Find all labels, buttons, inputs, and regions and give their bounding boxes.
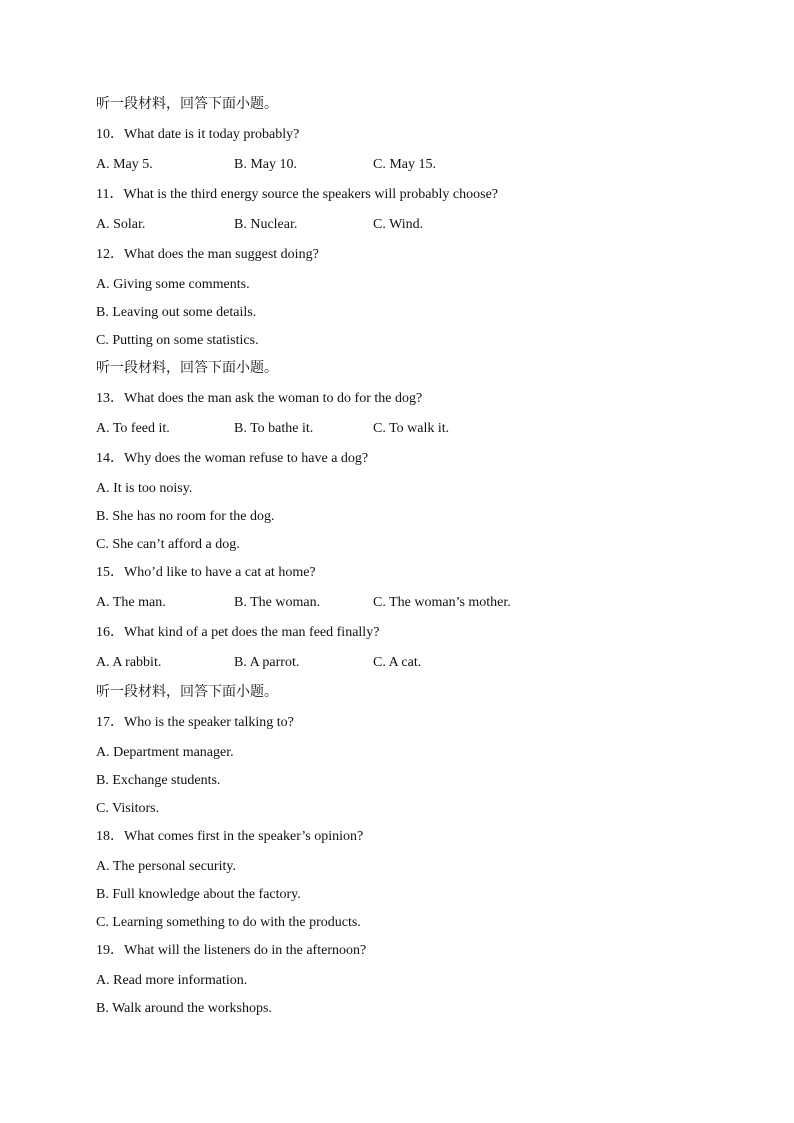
question-15-stem: 15．Who’d like to have a cat at home? bbox=[96, 565, 316, 580]
question-18-stem: 18．What comes first in the speaker’s opinion? bbox=[96, 829, 364, 844]
exam-page bbox=[96, 95, 716, 1027]
option-c: C. Visitors. bbox=[96, 801, 160, 816]
option-b: B. A parrot. bbox=[234, 655, 300, 670]
option-b: B. She has no room for the dog. bbox=[96, 509, 275, 524]
option-b: B. The woman. bbox=[234, 595, 321, 610]
question-13-options bbox=[96, 419, 716, 449]
option-a: A. May 5. bbox=[96, 157, 153, 172]
question-19-stem: 19．What will the listeners do in the afternoon? bbox=[96, 943, 367, 958]
option-c: C. The woman’s mother. bbox=[373, 595, 511, 610]
question-11-stem: 11．What is the third energy source the speakers will probably choose? bbox=[96, 187, 498, 202]
option-c: C. May 15. bbox=[373, 157, 436, 172]
option-a: A. Giving some comments. bbox=[96, 277, 250, 292]
question-14-stem: 14．Why does the woman refuse to have a dog? bbox=[96, 451, 369, 466]
option-a: A. A rabbit. bbox=[96, 655, 162, 670]
option-a: A. The personal security. bbox=[96, 859, 236, 874]
option-b: B. To bathe it. bbox=[234, 421, 314, 436]
section-header: 听一段材料，回答下面小题。 bbox=[96, 97, 278, 112]
question-10-stem: 10．What date is it today probably? bbox=[96, 127, 300, 142]
option-a: A. It is too noisy. bbox=[96, 481, 193, 496]
question-16-options bbox=[96, 653, 716, 683]
option-b: B. Nuclear. bbox=[234, 217, 298, 232]
option-c: C. Learning something to do with the products. bbox=[96, 915, 361, 930]
section-header: 听一段材料，回答下面小题。 bbox=[96, 361, 278, 376]
option-a: A. To feed it. bbox=[96, 421, 170, 436]
option-c: C. She can’t afford a dog. bbox=[96, 537, 240, 552]
option-a: A. The man. bbox=[96, 595, 166, 610]
question-10-options bbox=[96, 155, 716, 185]
option-a: A. Read more information. bbox=[96, 973, 248, 988]
option-b: B. Full knowledge about the factory. bbox=[96, 887, 301, 902]
option-b: B. Leaving out some details. bbox=[96, 305, 257, 320]
option-a: A. Solar. bbox=[96, 217, 146, 232]
option-a: A. Department manager. bbox=[96, 745, 234, 760]
question-11-options bbox=[96, 215, 716, 245]
question-17-stem: 17．Who is the speaker talking to? bbox=[96, 715, 294, 730]
option-c: C. Putting on some statistics. bbox=[96, 333, 259, 348]
question-16-stem: 16．What kind of a pet does the man feed finally? bbox=[96, 625, 380, 640]
question-12-stem: 12．What does the man suggest doing? bbox=[96, 247, 319, 262]
question-15-options bbox=[96, 593, 716, 623]
option-b: B. Exchange students. bbox=[96, 773, 221, 788]
option-b: B. May 10. bbox=[234, 157, 297, 172]
option-c: C. To walk it. bbox=[373, 421, 450, 436]
option-c: C. A cat. bbox=[373, 655, 422, 670]
option-c: C. Wind. bbox=[373, 217, 424, 232]
question-13-stem: 13．What does the man ask the woman to do for the dog? bbox=[96, 391, 423, 406]
section-header: 听一段材料，回答下面小题。 bbox=[96, 685, 278, 700]
option-b: B. Walk around the workshops. bbox=[96, 1001, 272, 1016]
